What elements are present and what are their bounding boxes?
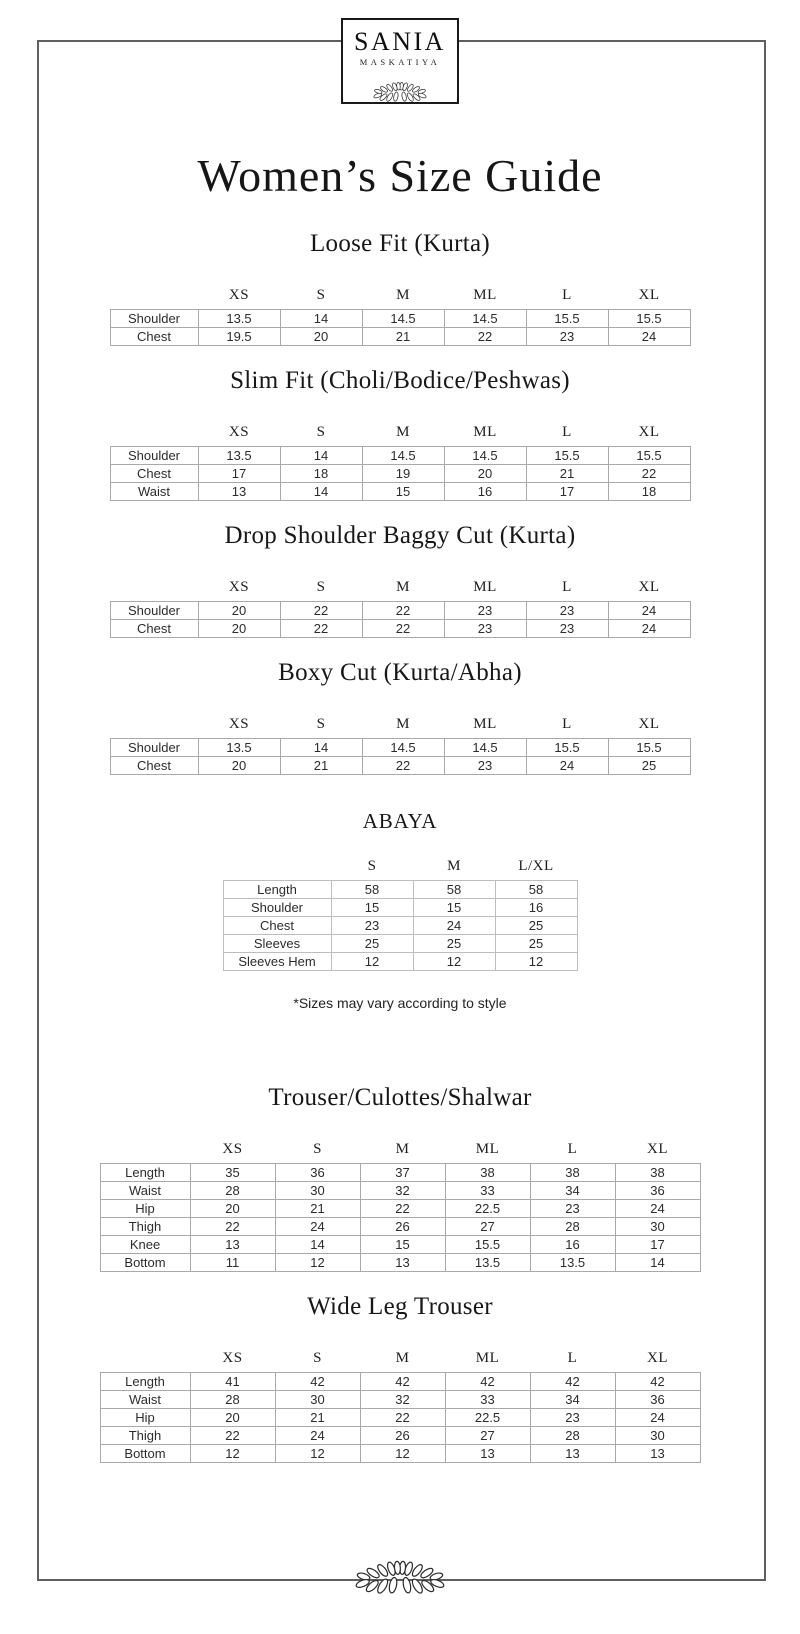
measurement-value: 12 [413, 953, 495, 971]
measurement-value: 23 [444, 602, 526, 620]
size-header-cell: S [313, 1141, 322, 1158]
measurement-value: 14 [275, 1236, 360, 1254]
size-table-abaya [0, 858, 800, 971]
measurement-value: 35 [190, 1164, 275, 1182]
size-header-cell: XS [222, 1350, 243, 1367]
measurement-row [100, 1236, 700, 1254]
measurement-label: Thigh [100, 1218, 190, 1236]
measurement-value: 23 [331, 917, 413, 935]
measurement-value: 21 [526, 465, 608, 483]
measurement-row [110, 739, 690, 757]
measurement-label: Length [100, 1164, 190, 1182]
size-header-cell: XS [228, 716, 250, 733]
measurement-value: 13.5 [530, 1254, 615, 1272]
measurement-row [223, 953, 577, 971]
measurement-label: Waist [110, 483, 198, 501]
measurement-value: 24 [615, 1200, 700, 1218]
measurement-value: 28 [530, 1427, 615, 1445]
size-header-cell: L [562, 716, 572, 733]
measurement-value: 14.5 [362, 739, 444, 757]
size-header-row [100, 1350, 700, 1373]
measurement-value: 33 [445, 1182, 530, 1200]
measurement-value: 15.5 [526, 447, 608, 465]
size-header-cell: ML [473, 287, 497, 304]
measurement-value: 42 [275, 1373, 360, 1391]
measurement-value: 15 [413, 899, 495, 917]
measurement-value: 34 [530, 1182, 615, 1200]
size-table [110, 424, 691, 501]
measurement-value: 22 [190, 1218, 275, 1236]
size-header-cell: XL [638, 287, 660, 304]
measurement-row [100, 1218, 700, 1236]
measurement-row [223, 899, 577, 917]
section-slim-fit [0, 366, 800, 501]
measurement-value: 15.5 [526, 739, 608, 757]
measurement-value: 11 [190, 1254, 275, 1272]
measurement-value: 20 [190, 1200, 275, 1218]
measurement-value: 17 [615, 1236, 700, 1254]
size-header-cell: M [395, 1141, 410, 1158]
measurement-value: 15.5 [608, 447, 690, 465]
size-header-row [110, 716, 690, 739]
size-table-boxy-cut [0, 716, 800, 775]
measurement-value: 23 [526, 620, 608, 638]
size-header-spacer [110, 287, 198, 310]
measurement-value: 12 [275, 1254, 360, 1272]
measurement-value: 42 [360, 1373, 445, 1391]
size-table [110, 716, 691, 775]
section-title: Boxy Cut (Kurta/Abha) [278, 659, 522, 687]
measurement-value: 26 [360, 1218, 445, 1236]
size-header-cell: XL [638, 579, 660, 596]
section-title: Drop Shoulder Baggy Cut (Kurta) [224, 522, 576, 550]
measurement-value: 14.5 [444, 310, 526, 328]
measurement-value: 20 [444, 465, 526, 483]
size-header-cell: L [562, 579, 572, 596]
size-header-spacer [223, 858, 331, 881]
measurement-label: Waist [100, 1391, 190, 1409]
measurement-row [110, 310, 690, 328]
measurement-label: Sleeves Hem [223, 953, 331, 971]
measurement-value: 38 [615, 1164, 700, 1182]
page-title: Women’s Size Guide [197, 150, 603, 201]
measurement-value: 13 [190, 1236, 275, 1254]
measurement-row [223, 935, 577, 953]
measurement-value: 14 [280, 447, 362, 465]
measurement-value: 58 [495, 881, 577, 899]
section-boxy-cut [0, 658, 800, 775]
size-header-spacer [100, 1141, 190, 1164]
size-table [110, 579, 691, 638]
size-header-spacer [110, 579, 198, 602]
measurement-value: 22 [362, 620, 444, 638]
size-header-cell: XL [647, 1350, 668, 1367]
measurement-value: 42 [445, 1373, 530, 1391]
size-header-spacer [100, 1350, 190, 1373]
section-title: Trouser/Culottes/Shalwar [268, 1084, 532, 1112]
measurement-value: 22 [190, 1427, 275, 1445]
measurement-value: 22 [280, 602, 362, 620]
measurement-value: 33 [445, 1391, 530, 1409]
measurement-label: Chest [110, 328, 198, 346]
section-title: Wide Leg Trouser [307, 1293, 493, 1321]
measurement-label: Shoulder [223, 899, 331, 917]
measurement-value: 24 [275, 1218, 360, 1236]
measurement-label: Shoulder [110, 602, 198, 620]
section-title: Loose Fit (Kurta) [309, 230, 491, 258]
laurel-leaves-icon [348, 1559, 452, 1601]
measurement-value: 36 [615, 1182, 700, 1200]
measurement-label: Length [100, 1373, 190, 1391]
measurement-value: 24 [608, 620, 690, 638]
measurement-row [100, 1391, 700, 1409]
size-header-spacer [110, 716, 198, 739]
size-header-cell: M [447, 858, 461, 875]
measurement-row [110, 483, 690, 501]
measurement-value: 25 [413, 935, 495, 953]
size-header-cell: ML [473, 716, 497, 733]
size-table-slim-fit [0, 424, 800, 501]
measurement-label: Length [223, 881, 331, 899]
measurement-value: 16 [530, 1236, 615, 1254]
size-header-cell: L/XL [518, 858, 554, 875]
section-trouser-culottes-shalwar [0, 1083, 800, 1272]
measurement-value: 23 [444, 757, 526, 775]
measurement-value: 14.5 [362, 310, 444, 328]
measurement-value: 32 [360, 1391, 445, 1409]
measurement-value: 14.5 [362, 447, 444, 465]
measurement-value: 32 [360, 1182, 445, 1200]
measurement-value: 36 [615, 1391, 700, 1409]
measurement-value: 16 [444, 483, 526, 501]
size-header-cell: L [567, 1350, 578, 1367]
measurement-value: 24 [526, 757, 608, 775]
measurement-value: 13.5 [198, 739, 280, 757]
size-header-spacer [110, 424, 198, 447]
measurement-row [110, 602, 690, 620]
measurement-value: 24 [413, 917, 495, 935]
measurement-row [100, 1254, 700, 1272]
measurement-value: 24 [275, 1427, 360, 1445]
measurement-value: 24 [608, 328, 690, 346]
measurement-value: 30 [275, 1391, 360, 1409]
size-header-cell: M [396, 287, 410, 304]
measurement-value: 20 [280, 328, 362, 346]
measurement-value: 13.5 [198, 447, 280, 465]
measurement-value: 41 [190, 1373, 275, 1391]
measurement-value: 12 [275, 1445, 360, 1463]
size-header-cell: L [562, 424, 572, 441]
measurement-value: 23 [530, 1409, 615, 1427]
measurement-value: 13 [615, 1445, 700, 1463]
size-header-cell: ML [475, 1350, 500, 1367]
measurement-value: 22 [608, 465, 690, 483]
measurement-row [223, 881, 577, 899]
size-table-trouser [0, 1141, 800, 1272]
measurement-value: 15.5 [608, 739, 690, 757]
measurement-value: 18 [280, 465, 362, 483]
section-title: Slim Fit (Choli/Bodice/Peshwas) [230, 367, 570, 395]
measurement-value: 28 [190, 1391, 275, 1409]
measurement-label: Thigh [100, 1427, 190, 1445]
measurement-value: 12 [190, 1445, 275, 1463]
measurement-value: 22 [444, 328, 526, 346]
size-header-cell: S [316, 287, 326, 304]
section-drop-shoulder-baggy-cut [0, 521, 800, 638]
measurement-value: 22 [362, 757, 444, 775]
measurement-value: 36 [275, 1164, 360, 1182]
measurement-value: 42 [615, 1373, 700, 1391]
measurement-value: 58 [413, 881, 495, 899]
size-header-cell: S [367, 858, 377, 875]
measurement-value: 25 [495, 917, 577, 935]
size-header-cell: XS [222, 1141, 243, 1158]
measurement-row [110, 620, 690, 638]
measurement-row [110, 757, 690, 775]
measurement-value: 17 [526, 483, 608, 501]
size-header-row [110, 579, 690, 602]
size-header-cell: S [316, 424, 326, 441]
measurement-value: 19.5 [198, 328, 280, 346]
measurement-value: 14 [280, 310, 362, 328]
brand-logo [341, 18, 459, 104]
measurement-label: Shoulder [110, 447, 198, 465]
measurement-value: 14 [615, 1254, 700, 1272]
measurement-row [100, 1200, 700, 1218]
measurement-value: 13.5 [198, 310, 280, 328]
size-header-cell: M [395, 1350, 410, 1367]
measurement-value: 14 [280, 483, 362, 501]
size-table-drop-shoulder [0, 579, 800, 638]
measurement-value: 15.5 [526, 310, 608, 328]
measurement-value: 18 [608, 483, 690, 501]
section-title: ABAYA [362, 809, 438, 834]
measurement-value: 25 [608, 757, 690, 775]
measurement-value: 20 [198, 602, 280, 620]
measurement-value: 13 [530, 1445, 615, 1463]
size-table [223, 858, 578, 971]
size-table [100, 1350, 701, 1463]
size-header-cell: XL [638, 424, 660, 441]
measurement-label: Bottom [100, 1445, 190, 1463]
measurement-row [110, 328, 690, 346]
size-table-wide-leg-trouser [0, 1350, 800, 1463]
size-header-cell: M [396, 424, 410, 441]
size-header-cell: XS [228, 424, 250, 441]
measurement-label: Waist [100, 1182, 190, 1200]
measurement-value: 26 [360, 1427, 445, 1445]
measurement-value: 22 [360, 1200, 445, 1218]
measurement-value: 42 [530, 1373, 615, 1391]
measurement-label: Sleeves [223, 935, 331, 953]
measurement-value: 21 [275, 1409, 360, 1427]
measurement-value: 22 [362, 602, 444, 620]
measurement-value: 21 [362, 328, 444, 346]
size-table [110, 287, 691, 346]
measurement-value: 23 [526, 602, 608, 620]
measurement-value: 20 [190, 1409, 275, 1427]
measurement-row [110, 465, 690, 483]
measurement-row [100, 1445, 700, 1463]
measurement-value: 13 [198, 483, 280, 501]
size-header-cell: XS [228, 287, 250, 304]
measurement-label: Chest [110, 620, 198, 638]
measurement-value: 13 [360, 1254, 445, 1272]
size-header-cell: XL [647, 1141, 668, 1158]
measurement-value: 24 [615, 1409, 700, 1427]
size-header-cell: ML [473, 424, 497, 441]
measurement-value: 16 [495, 899, 577, 917]
measurement-value: 13 [445, 1445, 530, 1463]
measurement-value: 20 [198, 757, 280, 775]
measurement-value: 25 [495, 935, 577, 953]
measurement-row [100, 1373, 700, 1391]
size-table [100, 1141, 701, 1272]
measurement-value: 22.5 [445, 1200, 530, 1218]
measurement-value: 20 [198, 620, 280, 638]
measurement-row [100, 1164, 700, 1182]
size-header-cell: M [396, 716, 410, 733]
measurement-value: 15.5 [608, 310, 690, 328]
size-header-cell: L [567, 1141, 578, 1158]
measurement-label: Chest [110, 465, 198, 483]
measurement-value: 30 [615, 1427, 700, 1445]
size-header-cell: XL [638, 716, 660, 733]
size-header-row [223, 858, 577, 881]
measurement-row [223, 917, 577, 935]
measurement-value: 28 [190, 1182, 275, 1200]
measurement-value: 23 [444, 620, 526, 638]
measurement-value: 27 [445, 1427, 530, 1445]
measurement-value: 27 [445, 1218, 530, 1236]
size-header-cell: S [316, 716, 326, 733]
measurement-value: 21 [275, 1200, 360, 1218]
size-header-cell: S [313, 1350, 322, 1367]
measurement-value: 23 [530, 1200, 615, 1218]
measurement-label: Shoulder [110, 310, 198, 328]
measurement-value: 14.5 [444, 447, 526, 465]
brand-tagline: MASKATIYA [359, 57, 441, 67]
size-note: *Sizes may vary according to style [293, 995, 507, 1012]
measurement-label: Chest [223, 917, 331, 935]
measurement-value: 12 [360, 1445, 445, 1463]
measurement-value: 17 [198, 465, 280, 483]
measurement-value: 23 [526, 328, 608, 346]
measurement-value: 15 [362, 483, 444, 501]
size-table-loose-fit [0, 287, 800, 346]
section-wide-leg-trouser [0, 1292, 800, 1463]
section-loose-fit-kurta [0, 229, 800, 346]
section-abaya [0, 809, 800, 1011]
measurement-value: 12 [495, 953, 577, 971]
measurement-value: 22 [360, 1409, 445, 1427]
size-header-row [110, 424, 690, 447]
measurement-value: 22.5 [445, 1409, 530, 1427]
measurement-row [100, 1182, 700, 1200]
measurement-label: Chest [110, 757, 198, 775]
measurement-label: Hip [100, 1409, 190, 1427]
measurement-label: Hip [100, 1200, 190, 1218]
measurement-row [110, 447, 690, 465]
measurement-value: 38 [530, 1164, 615, 1182]
measurement-row [100, 1427, 700, 1445]
measurement-value: 58 [331, 881, 413, 899]
size-header-cell: XS [228, 579, 250, 596]
laurel-leaves-icon [369, 82, 431, 105]
size-header-cell: L [562, 287, 572, 304]
measurement-value: 21 [280, 757, 362, 775]
measurement-value: 25 [331, 935, 413, 953]
measurement-value: 15 [331, 899, 413, 917]
size-header-cell: S [316, 579, 326, 596]
brand-name: SANIA [354, 27, 446, 56]
size-header-row [110, 287, 690, 310]
measurement-value: 28 [530, 1218, 615, 1236]
size-header-cell: ML [473, 579, 497, 596]
measurement-value: 14.5 [444, 739, 526, 757]
measurement-label: Shoulder [110, 739, 198, 757]
size-header-cell: M [396, 579, 410, 596]
measurement-value: 14 [280, 739, 362, 757]
size-header-row [100, 1141, 700, 1164]
measurement-value: 30 [615, 1218, 700, 1236]
measurement-label: Bottom [100, 1254, 190, 1272]
measurement-value: 38 [445, 1164, 530, 1182]
measurement-row [100, 1409, 700, 1427]
measurement-value: 22 [280, 620, 362, 638]
measurement-value: 24 [608, 602, 690, 620]
measurement-value: 34 [530, 1391, 615, 1409]
measurement-value: 30 [275, 1182, 360, 1200]
measurement-value: 13.5 [445, 1254, 530, 1272]
measurement-value: 37 [360, 1164, 445, 1182]
size-header-cell: ML [475, 1141, 500, 1158]
measurement-value: 15.5 [445, 1236, 530, 1254]
measurement-value: 12 [331, 953, 413, 971]
measurement-value: 15 [360, 1236, 445, 1254]
measurement-value: 19 [362, 465, 444, 483]
measurement-label: Knee [100, 1236, 190, 1254]
